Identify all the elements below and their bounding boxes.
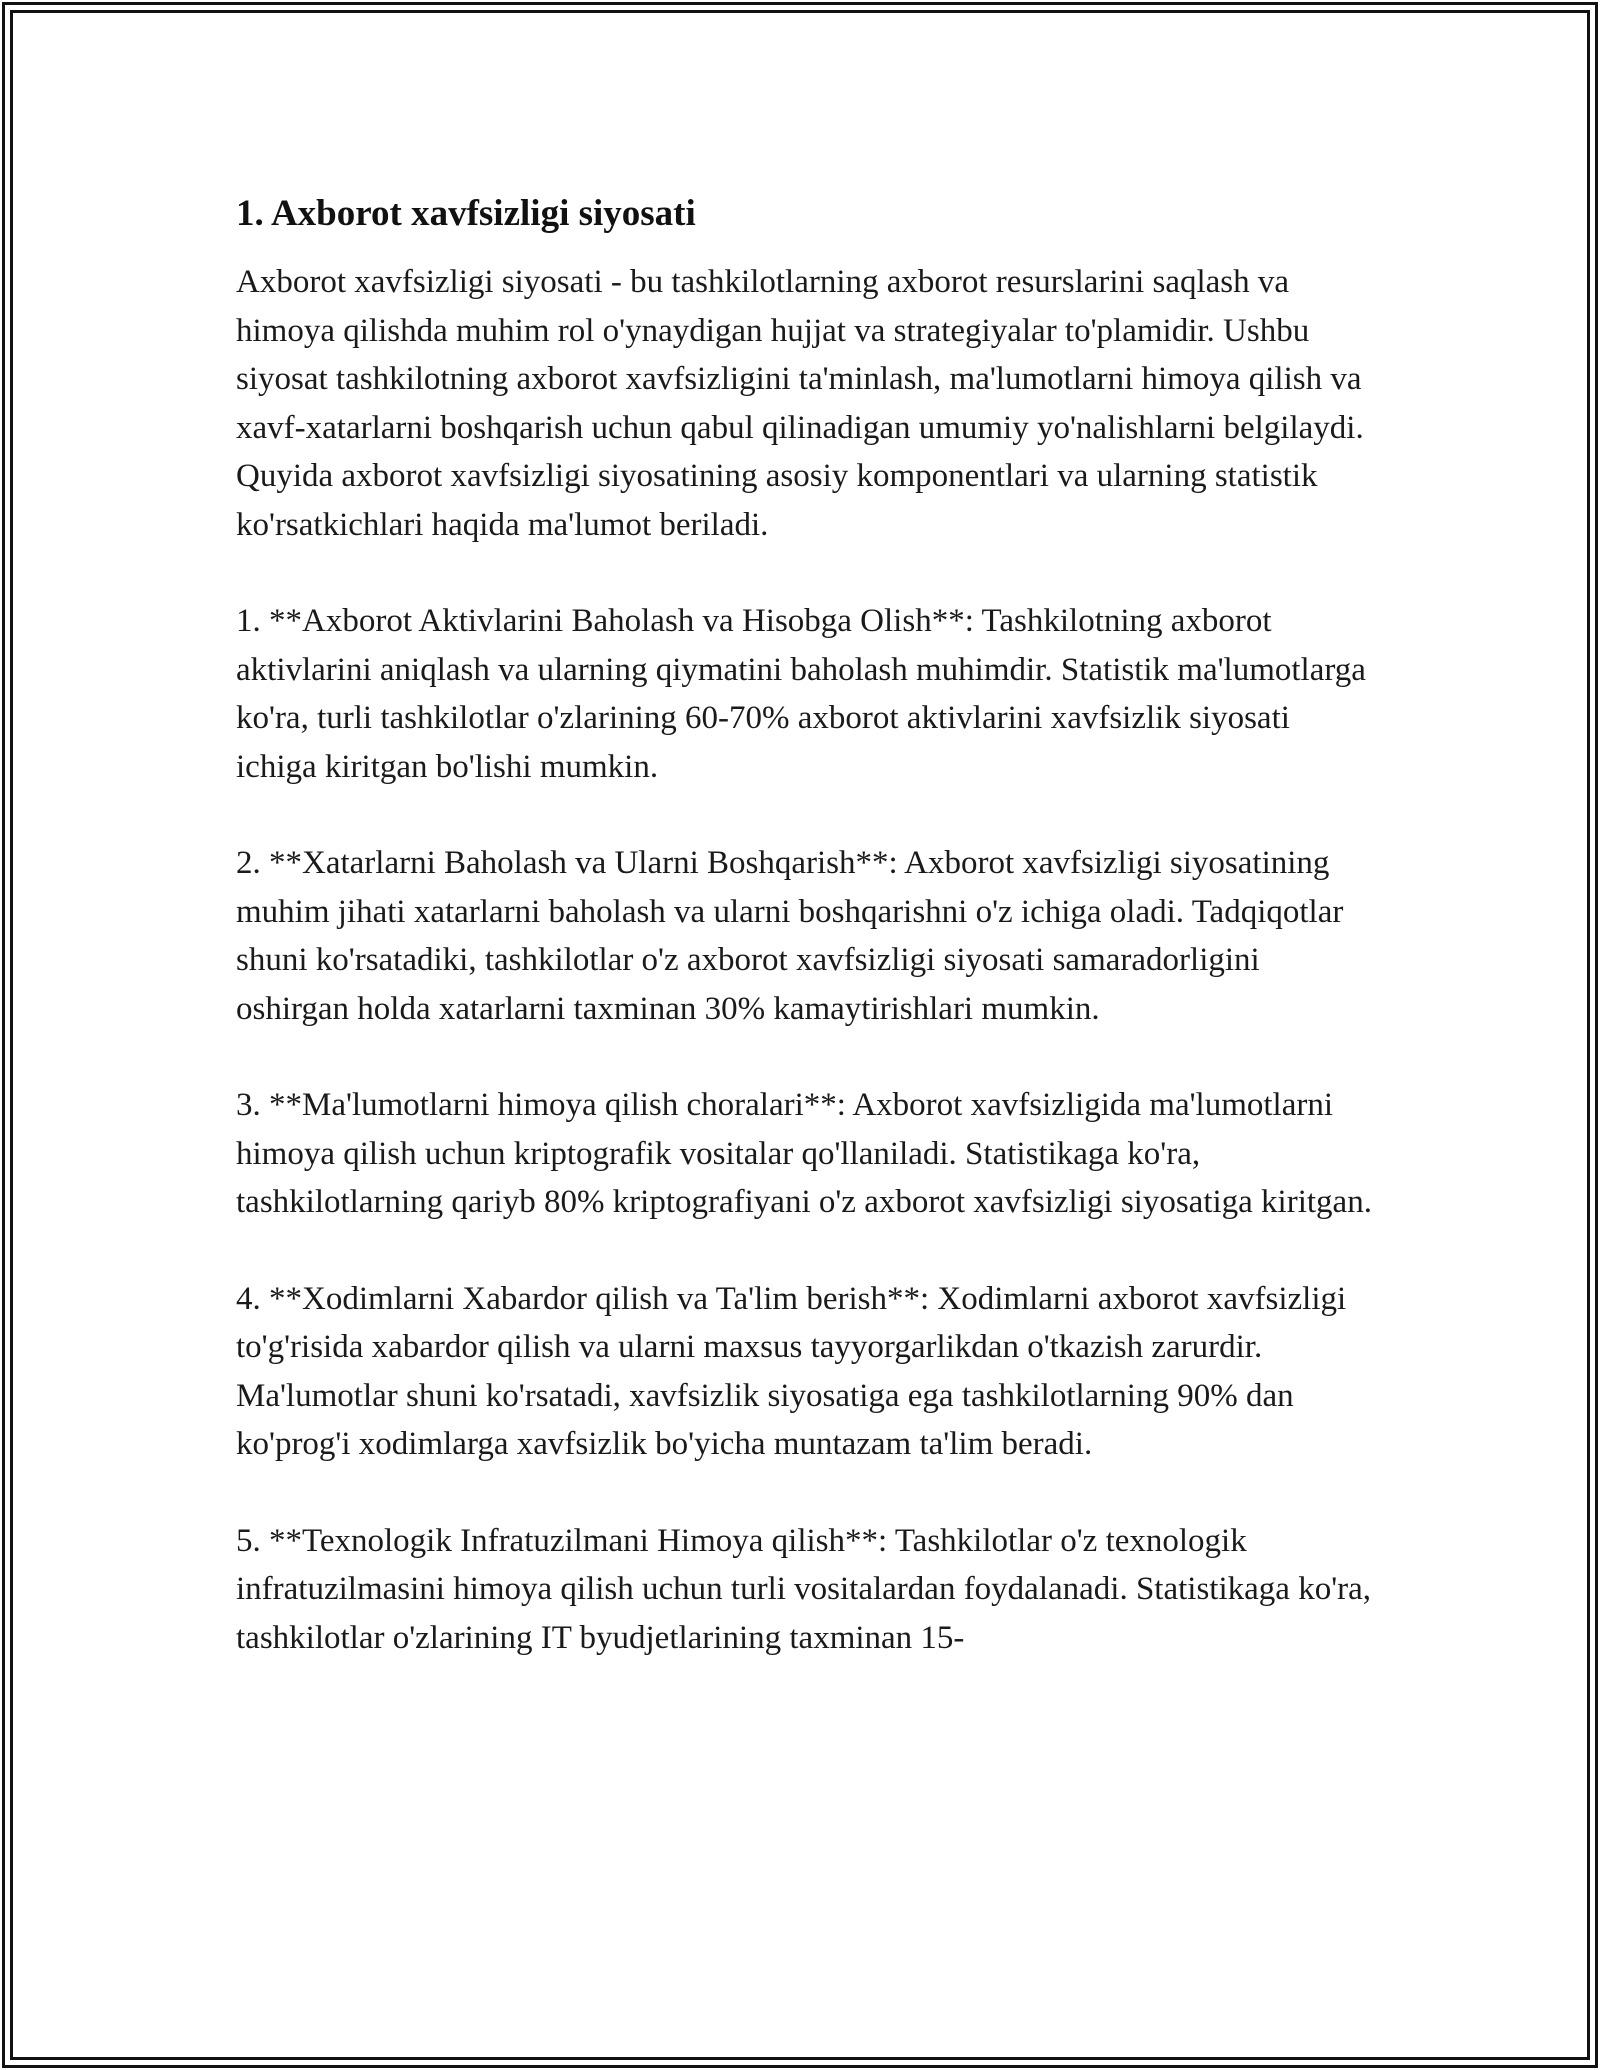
list-item-data-protection: 3. **Ma'lumotlarni himoya qilish choralari**: Axborot xavfsizligida ma'lumotlarni himoya qilish uchun kriptografik vositalar qo'llaniladi. Statistikaga ko'ra, tashkilotlarning qariyb 80% kriptografiyani o'z axborot xavfsizligi siyosatiga kiritgan. — [236, 1087, 1372, 1220]
list-item-risk-management: 2. **Xatarlarni Baholash va Ularni Boshqarish**: Axborot xavfsizligi siyosatining muhim jihati xatarlarni baholash va ularni boshqarishni o'z ichiga oladi. Tadqiqotlar shuni ko'rsatadiki, tashkilotlar o'z axborot xavfsizligi siyosati samaradorligini oshirgan holda xatarlarni taxminan 30% kamaytirishlari mumkin. — [236, 845, 1344, 1027]
list-item-infrastructure-protection: 5. **Texnologik Infratuzilmani Himoya qilish**: Tashkilotlar o'z texnologik infratuzilmasini himoya qilish uchun turli vositalardan foydalanadi. Statistikaga ko'ra, tashkilotlar o'zlarining IT byudjetlarining taxminan 15- — [236, 1522, 1372, 1656]
list-item-staff-training: 4. **Xodimlarni Xabardor qilish va Ta'lim berish**: Xodimlarni axborot xavfsizligi to'g'risida xabardor qilish va ularni maxsus tayyorgarlikdan o'tkazish zarurdir. Ma'lumotlar shuni ko'rsatadi, xavfsizlik siyosatiga ega tashkilotlarning 90% dan ko'prog'i xodimlarga xavfsizlik bo'yicha muntazam ta'lim beradi. — [236, 1280, 1347, 1462]
list-item-asset-assessment: 1. **Axborot Aktivlarini Baholash va Hisobga Olish**: Tashkilotning axborot aktivlarini aniqlash va ularning qiymatini baholash muhimdir. Statistik ma'lumotlarga ko'ra, turli tashkilotlar o'zlarining 60-70% axborot aktivlarini xavfsizlik siyosati ichiga kiritgan bo'lishi mumkin. — [236, 603, 1366, 785]
document-body — [236, 190, 1376, 1710]
intro-paragraph: Axborot xavfsizligi siyosati - bu tashkilotlarning axborot resurslarini saqlash va himoya qilishda muhim rol o'ynaydigan hujjat va strategiyalar to'plamidir. Ushbu siyosat tashkilotning axborot xavfsizligini ta'minlash, ma'lumotlarni himoya qilish va xavf-xatarlarni boshqarish uchun qabul qilinadigan umumiy yo'nalishlarni belgilaydi. Quyida axborot xavfsizligi siyosatining asosiy komponentlari va ularning statistik ko'rsatkichlari haqida ma'lumot beriladi. — [236, 264, 1364, 543]
document-heading: 1. Axborot xavfsizligi siyosati — [236, 193, 696, 234]
